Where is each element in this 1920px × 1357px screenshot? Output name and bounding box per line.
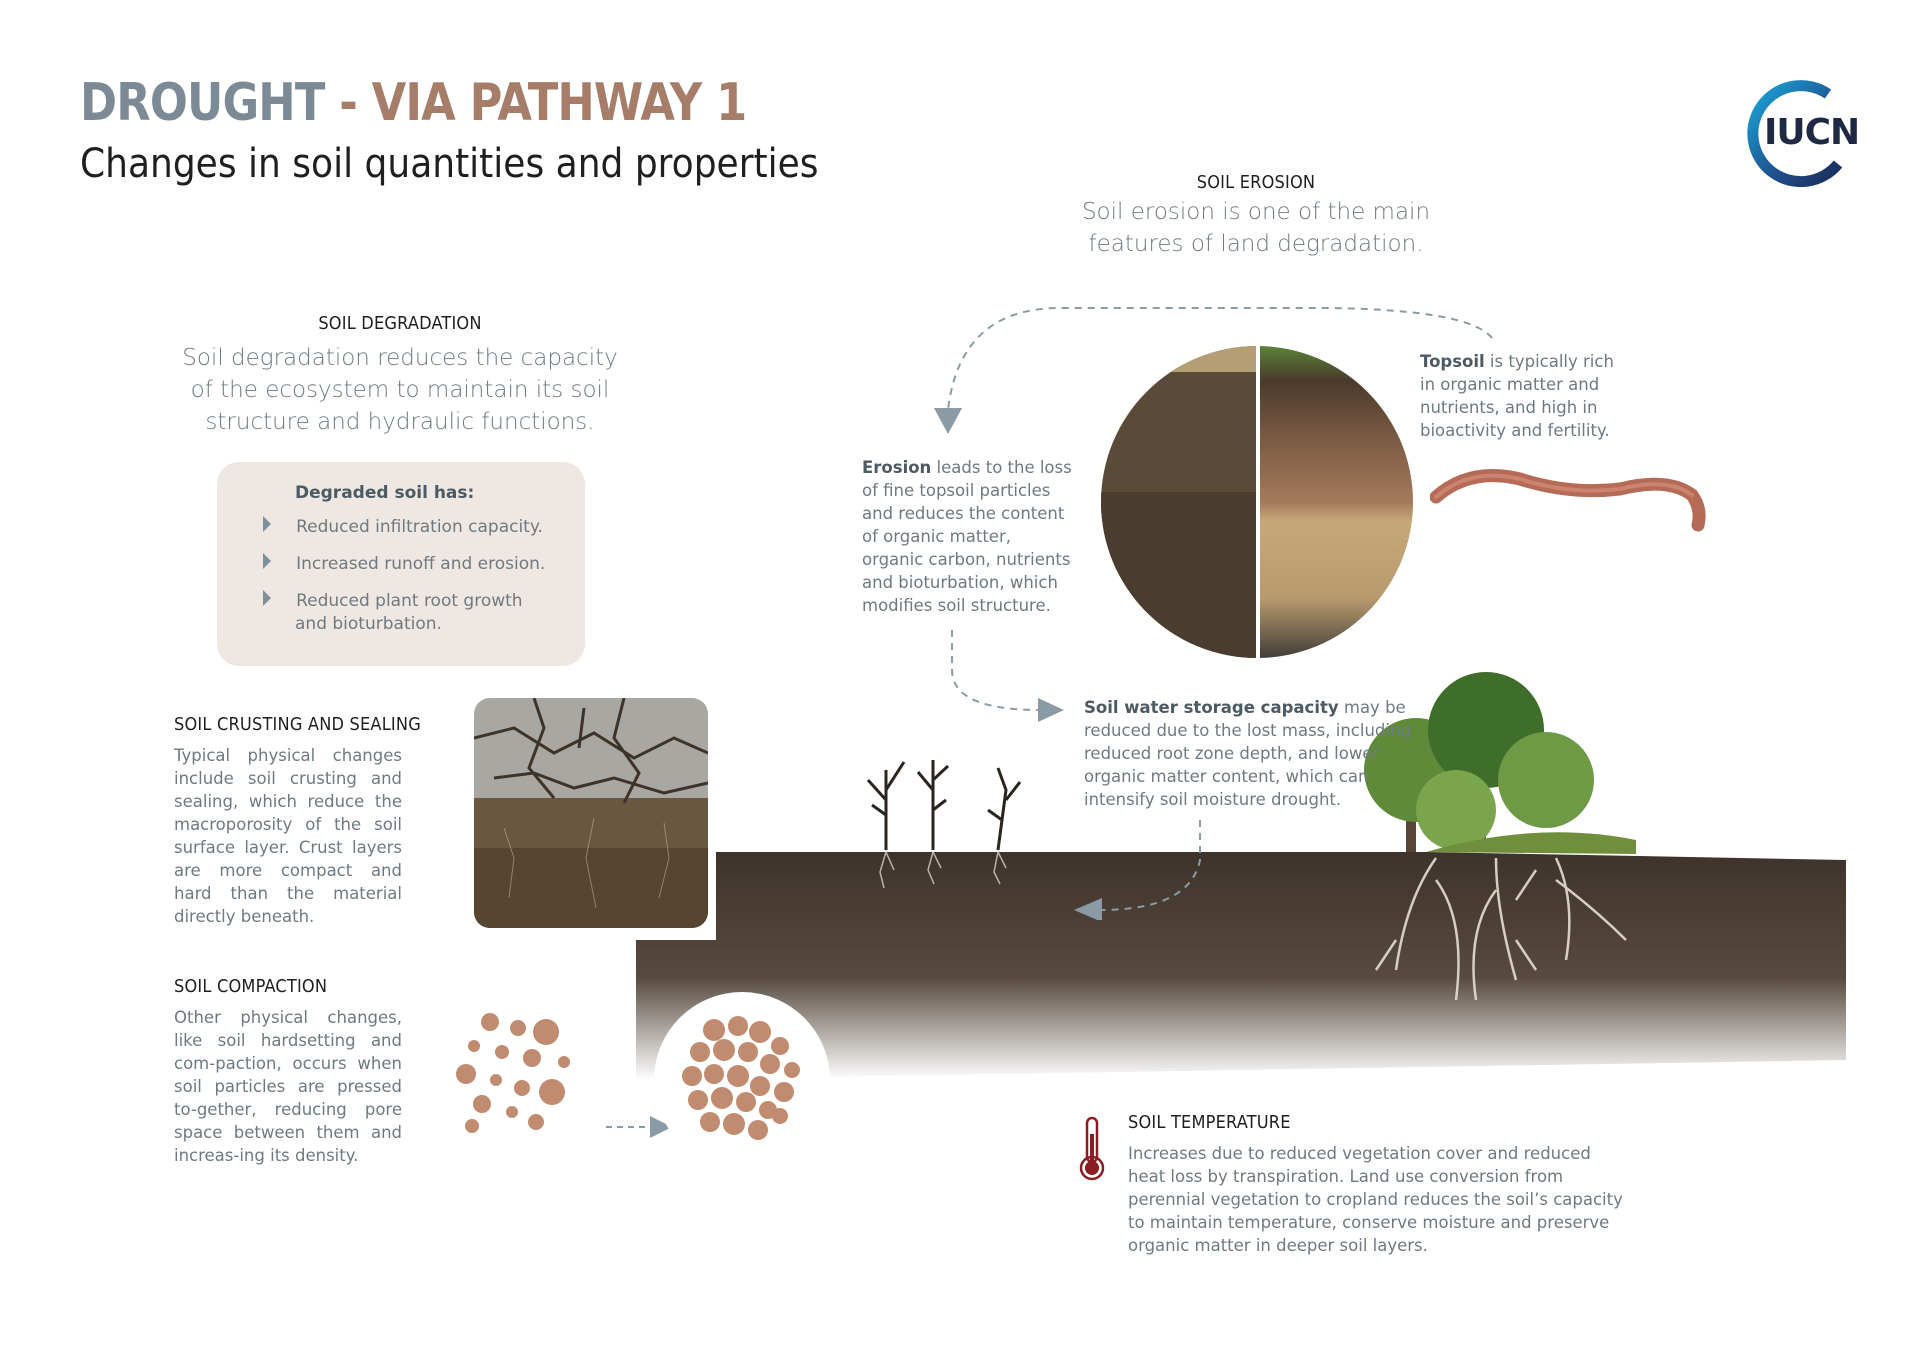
soil-degradation-lead	[150, 342, 650, 438]
erosion-note-text: leads to the loss of fine topsoil particles and reduces the content of organic matter, organic carbon, nutrients and bioturbation, which modifies soil structure.	[862, 458, 1072, 615]
soil-erosion-lead-line1: Soil erosion is one of the main	[1081, 199, 1431, 225]
loose-particles-illustration	[452, 1004, 592, 1144]
bullet-arrow-icon	[263, 590, 271, 606]
degraded-soil-bullet-3	[263, 590, 523, 636]
water-storage-note-bold: Soil water storage capacity	[1084, 698, 1339, 717]
bullet-arrow-icon	[263, 553, 271, 569]
title-part2: VIA PATHWAY 1	[371, 73, 747, 133]
degraded-soil-bullet-2	[263, 553, 545, 576]
page-subtitle: Changes in soil quantities and properties	[80, 141, 819, 187]
soil-erosion-lead	[1000, 196, 1512, 260]
water-storage-note-text: may be reduced due to the lost mass, including reduced root zone depth, and lower organic matter content, which can intensify soil moisture drought.	[1084, 698, 1411, 809]
thermometer-icon	[1078, 1116, 1106, 1182]
topsoil-note-text: is typically rich in organic matter and nutrients, and high in bioactivity and fertility.	[1420, 352, 1614, 440]
soil-degradation-lead-line3: structure and hydraulic functions.	[205, 409, 595, 435]
dashed-arrow-icon	[934, 408, 1102, 920]
soil-compaction-heading: SOIL COMPACTION	[174, 976, 328, 997]
degraded-soil-bullet-1	[263, 516, 543, 539]
soil-degradation-lead-line1: Soil degradation reduces the capacity	[182, 345, 618, 371]
topsoil-note-bold: Topsoil	[1420, 352, 1485, 371]
title-dash: -	[324, 73, 372, 133]
degraded-soil-title: Degraded soil has:	[295, 483, 475, 503]
iucn-logo	[1742, 80, 1862, 192]
soil-crusting-text: Typical physical changes include soil crusting and sealing, which reduce the macroporosity of the soil surface layer. Crust layers are more compact and hard than the material directly beneath.	[174, 746, 402, 926]
soil-compaction-text: Other physical changes, like soil hardsetting and com-paction, occurs when soil particles are pressed to-gether, reducing pore space between them and increas-ing its density.	[174, 1008, 402, 1165]
soil-crusting-heading: SOIL CRUSTING AND SEALING	[174, 714, 421, 735]
degraded-soil-panel	[217, 462, 585, 666]
soil-degradation-lead-line2: of the ecosystem to maintain its soil	[190, 377, 610, 403]
erosion-cycle-arrows	[930, 300, 1510, 920]
soil-erosion-heading: SOIL EROSION	[1196, 172, 1316, 193]
title-part1: DROUGHT	[80, 73, 325, 133]
soil-erosion-lead-line2: features of land degradation.	[1088, 231, 1424, 257]
iucn-logo-text: IUCN	[1764, 112, 1860, 153]
bullet-arrow-icon	[263, 516, 271, 532]
soil-degradation-heading: SOIL DEGRADATION	[318, 313, 482, 334]
bullet-text: Reduced plant root growth	[296, 591, 523, 611]
erosion-note-bold: Erosion	[862, 458, 932, 477]
bullet-text: Increased runoff and erosion.	[296, 554, 546, 574]
soil-temperature-heading: SOIL TEMPERATURE	[1128, 1112, 1291, 1133]
bullet-text: Reduced infiltration capacity.	[296, 517, 543, 537]
compacted-particles-illustration	[652, 990, 832, 1170]
page-title	[80, 72, 746, 134]
bullet-text-line2: and bioturbation.	[295, 614, 442, 634]
soil-temperature-text: Increases due to reduced vegetation cover and reduced heat loss by transpiration. Land use conversion from perennial vegetation to cropland reduces the soil’s capacity to maintain temperature, conserve moisture and preserve organic matter in deeper soil layers.	[1128, 1144, 1623, 1255]
